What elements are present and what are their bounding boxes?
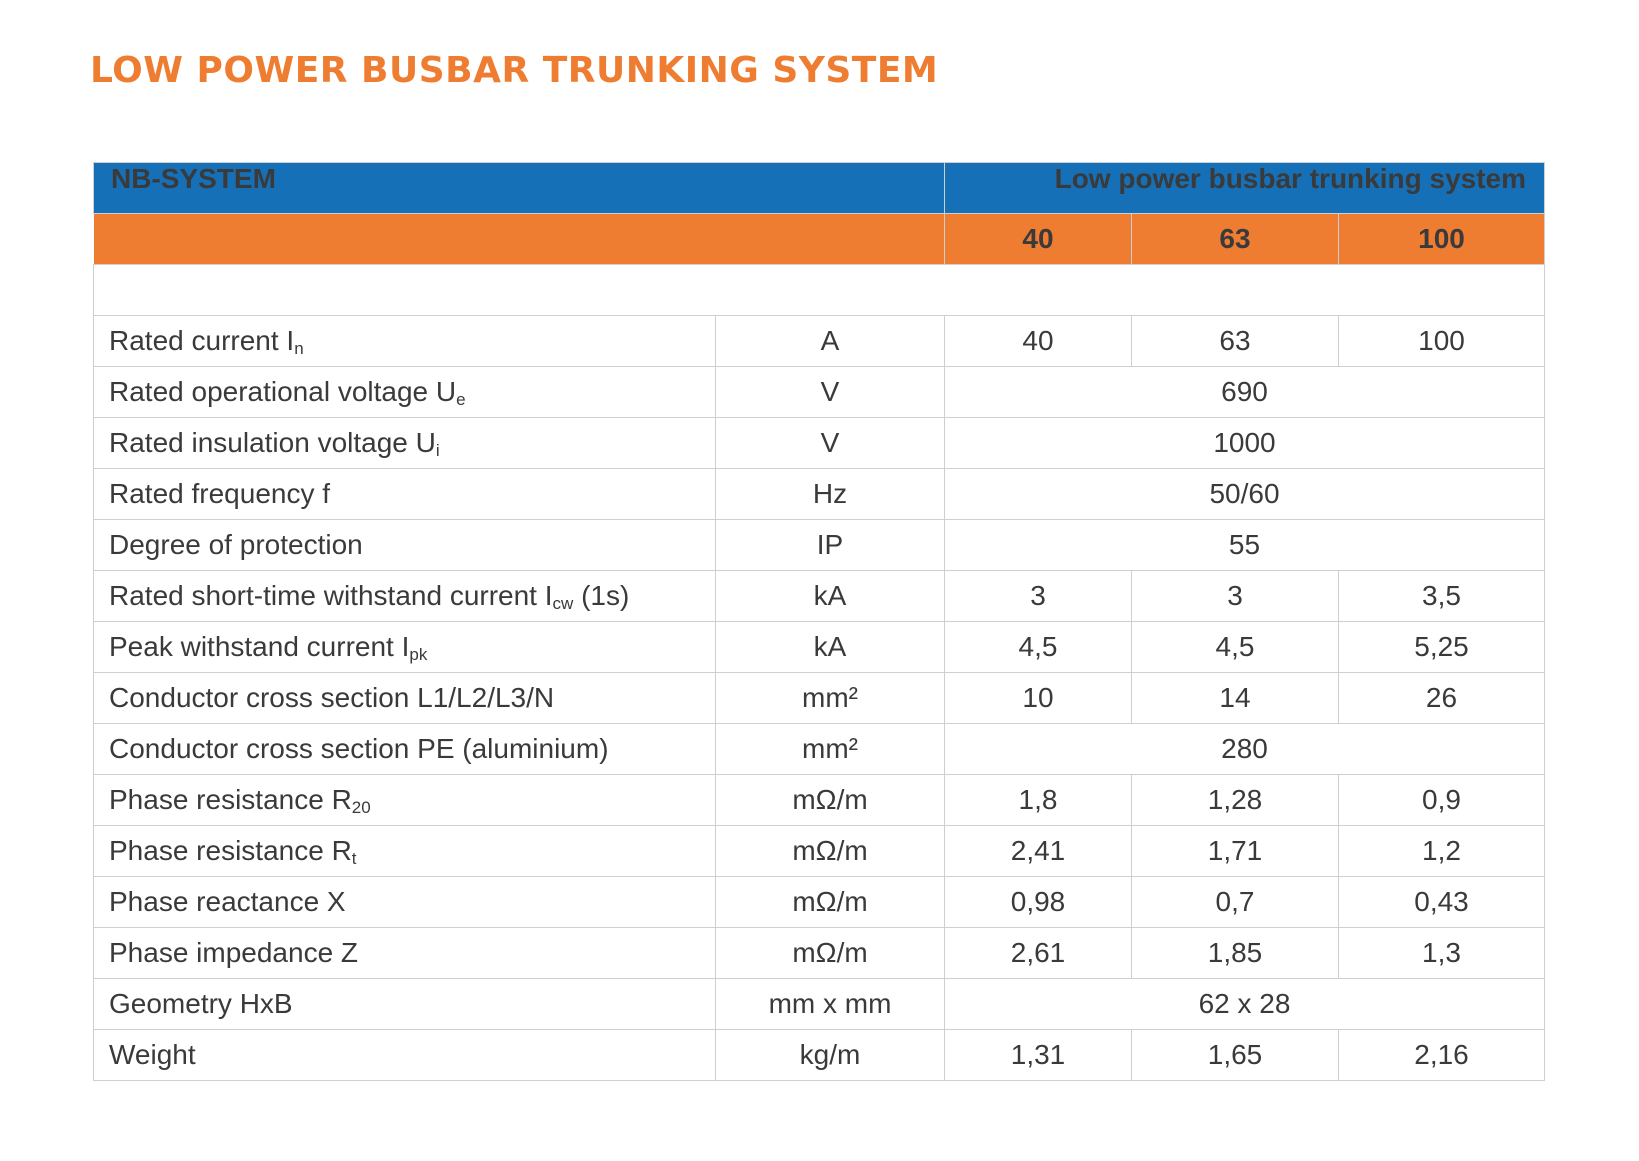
table-row [94,724,1545,775]
parameter-value: 62 x 28 [945,979,1545,1030]
parameter-value: 26 [1339,673,1545,724]
parameter-unit: V [716,367,945,418]
parameter-unit: mΩ/m [716,826,945,877]
parameter-value: 1,71 [1132,826,1339,877]
table-row [94,469,1545,520]
parameter-value: 0,9 [1339,775,1545,826]
parameter-value: 2,41 [945,826,1132,877]
parameter-label-text: Phase impedance Z [109,937,359,968]
parameter-label [94,877,716,928]
table-row [94,622,1545,673]
parameter-unit: mΩ/m [716,928,945,979]
table-row [94,316,1545,367]
parameter-label [94,775,716,826]
parameter-value: 1,2 [1339,826,1545,877]
parameter-label [94,928,716,979]
parameter-value: 4,5 [945,622,1132,673]
parameter-label-text: Peak withstand current I [109,631,410,662]
parameter-label [94,367,716,418]
parameter-value: 0,43 [1339,877,1545,928]
rating-header: 40 [945,214,1132,265]
parameter-value: 5,25 [1339,622,1545,673]
parameter-unit: mm² [716,724,945,775]
parameter-value: 63 [1132,316,1339,367]
parameter-label-text: Conductor cross section L1/L2/L3/N [109,682,555,713]
page-title: LOW POWER BUSBAR TRUNKING SYSTEM [90,50,939,91]
table-row [94,928,1545,979]
parameter-label-text: Rated insulation voltage U [109,427,436,458]
table-row [94,979,1545,1030]
parameter-unit: mΩ/m [716,877,945,928]
parameter-label-text: Rated short-time withstand current I [109,580,553,611]
parameter-label-text: Rated frequency f [109,478,331,509]
parameter-unit: IP [716,520,945,571]
parameter-value: 4,5 [1132,622,1339,673]
parameter-label-text: Geometry HxB [109,988,293,1019]
spec-table [93,162,1545,1081]
table-row [94,1030,1545,1081]
parameter-label [94,520,716,571]
parameter-label [94,622,716,673]
table-row [94,877,1545,928]
parameter-value: 40 [945,316,1132,367]
parameter-value: 1000 [945,418,1545,469]
parameter-unit: mΩ/m [716,775,945,826]
parameter-value: 10 [945,673,1132,724]
parameter-subscript: e [456,390,466,409]
table-row [94,367,1545,418]
system-header-row [94,163,1545,214]
parameter-label [94,826,716,877]
rating-header: 100 [1339,214,1545,265]
parameter-value: 50/60 [945,469,1545,520]
parameter-value: 690 [945,367,1545,418]
parameter-label-text: Weight [109,1039,196,1070]
parameter-label [94,979,716,1030]
parameter-value: 14 [1132,673,1339,724]
parameter-label-text: Phase resistance R [109,835,352,866]
parameter-value: 1,3 [1339,928,1545,979]
table-row [94,520,1545,571]
parameter-label-text: Rated operational voltage U [109,376,457,407]
parameter-unit: kA [716,571,945,622]
parameter-value: 0,98 [945,877,1132,928]
parameter-unit: kg/m [716,1030,945,1081]
table-row [94,673,1545,724]
table-row [94,418,1545,469]
parameter-value: 3 [1132,571,1339,622]
parameter-subscript: i [435,441,440,460]
parameter-value: 2,16 [1339,1030,1545,1081]
parameter-value: 1,31 [945,1030,1132,1081]
parameter-label [94,724,716,775]
parameter-value: 280 [945,724,1545,775]
spacer-row [94,265,1545,316]
parameter-unit: mm² [716,673,945,724]
parameter-value: 3 [945,571,1132,622]
parameter-value: 3,5 [1339,571,1545,622]
system-name: NB-SYSTEM [94,163,945,214]
parameter-value: 1,28 [1132,775,1339,826]
parameter-subscript: 20 [351,798,371,817]
parameter-unit: A [716,316,945,367]
rating-header: 63 [1132,214,1339,265]
table-row [94,775,1545,826]
parameter-value: 1,85 [1132,928,1339,979]
parameter-label-suffix: (1s) [573,580,630,611]
parameter-label-text: Conductor cross section PE (aluminium) [109,733,609,764]
parameter-unit: Hz [716,469,945,520]
parameter-value: 1,65 [1132,1030,1339,1081]
ratings-header-row [94,214,1545,265]
parameter-subscript: cw [552,594,574,613]
parameter-unit: V [716,418,945,469]
parameter-label [94,1030,716,1081]
parameter-label [94,673,716,724]
parameter-subscript: n [294,339,304,358]
parameter-label-text: Rated current I [109,325,295,356]
parameter-subscript: t [351,849,357,868]
spacer-cell [94,265,1545,316]
parameter-value: 1,8 [945,775,1132,826]
parameter-label [94,316,716,367]
ratings-header-spacer [94,214,945,265]
table-row [94,826,1545,877]
parameter-label-text: Degree of protection [109,529,363,560]
parameter-value: 0,7 [1132,877,1339,928]
parameter-unit: kA [716,622,945,673]
parameter-label-text: Phase reactance X [109,886,346,917]
parameter-value: 2,61 [945,928,1132,979]
table-row [94,571,1545,622]
parameter-unit: mm x mm [716,979,945,1030]
system-description: Low power busbar trunking system [945,163,1545,214]
parameter-value: 55 [945,520,1545,571]
parameter-label-text: Phase resistance R [109,784,352,815]
parameter-label [94,571,716,622]
parameter-label [94,469,716,520]
parameter-subscript: pk [409,645,428,664]
parameter-label [94,418,716,469]
parameter-value: 100 [1339,316,1545,367]
